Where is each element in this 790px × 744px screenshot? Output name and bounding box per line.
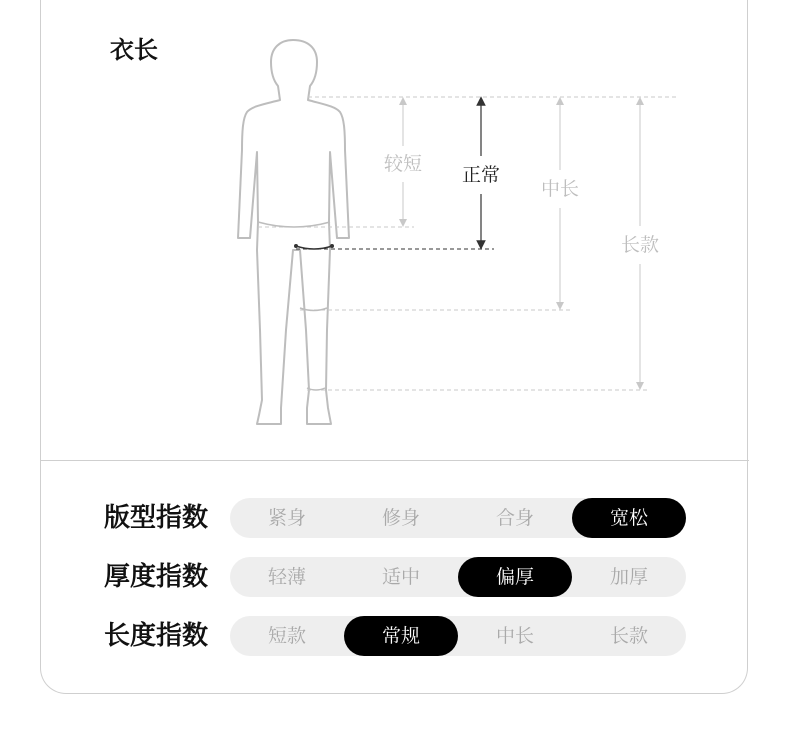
- fit-option-slim[interactable]: 修身: [381, 507, 420, 529]
- normal-hem-dot: [330, 244, 334, 248]
- diagram-title: 衣长: [110, 36, 158, 64]
- thickness-option-medium[interactable]: 适中: [381, 566, 420, 588]
- fit-index-track: [230, 498, 686, 538]
- length-option-long[interactable]: 长款: [609, 625, 648, 647]
- length-index-track: [230, 616, 686, 656]
- section-divider: [40, 460, 749, 461]
- thickness-option-thin[interactable]: 轻薄: [267, 566, 306, 588]
- short-hem-arc: [258, 222, 330, 227]
- fit-index-row: [104, 498, 694, 538]
- thickness-option-extra-thick[interactable]: 加厚: [609, 566, 648, 588]
- length-index-row: [104, 616, 694, 656]
- length-index-label: 长度指数: [104, 621, 209, 651]
- long-hem-arc: [307, 388, 325, 390]
- fit-index-label: 版型指数: [104, 503, 209, 533]
- thickness-index-label: 厚度指数: [104, 562, 209, 592]
- length-option-medium[interactable]: 中长: [495, 625, 534, 647]
- human-figure-outline: [238, 40, 349, 424]
- length-option-short[interactable]: 短款: [267, 625, 306, 647]
- long-length-label: 长款: [620, 234, 660, 256]
- normal-length-label: 正常: [461, 164, 501, 186]
- short-length-label: 较短: [383, 153, 423, 175]
- fit-option-regular[interactable]: 合身: [495, 507, 534, 529]
- thickness-index-row: [104, 557, 694, 597]
- fit-option-loose[interactable]: 宽松: [572, 498, 686, 538]
- reference-lines: [258, 97, 678, 390]
- fit-option-tight[interactable]: 紧身: [267, 507, 306, 529]
- length-option-regular[interactable]: 常规: [344, 616, 458, 656]
- thickness-index-track: [230, 557, 686, 597]
- normal-hem-dot: [294, 244, 298, 248]
- thickness-option-thick[interactable]: 偏厚: [458, 557, 572, 597]
- medium-length-label: 中长: [540, 178, 580, 200]
